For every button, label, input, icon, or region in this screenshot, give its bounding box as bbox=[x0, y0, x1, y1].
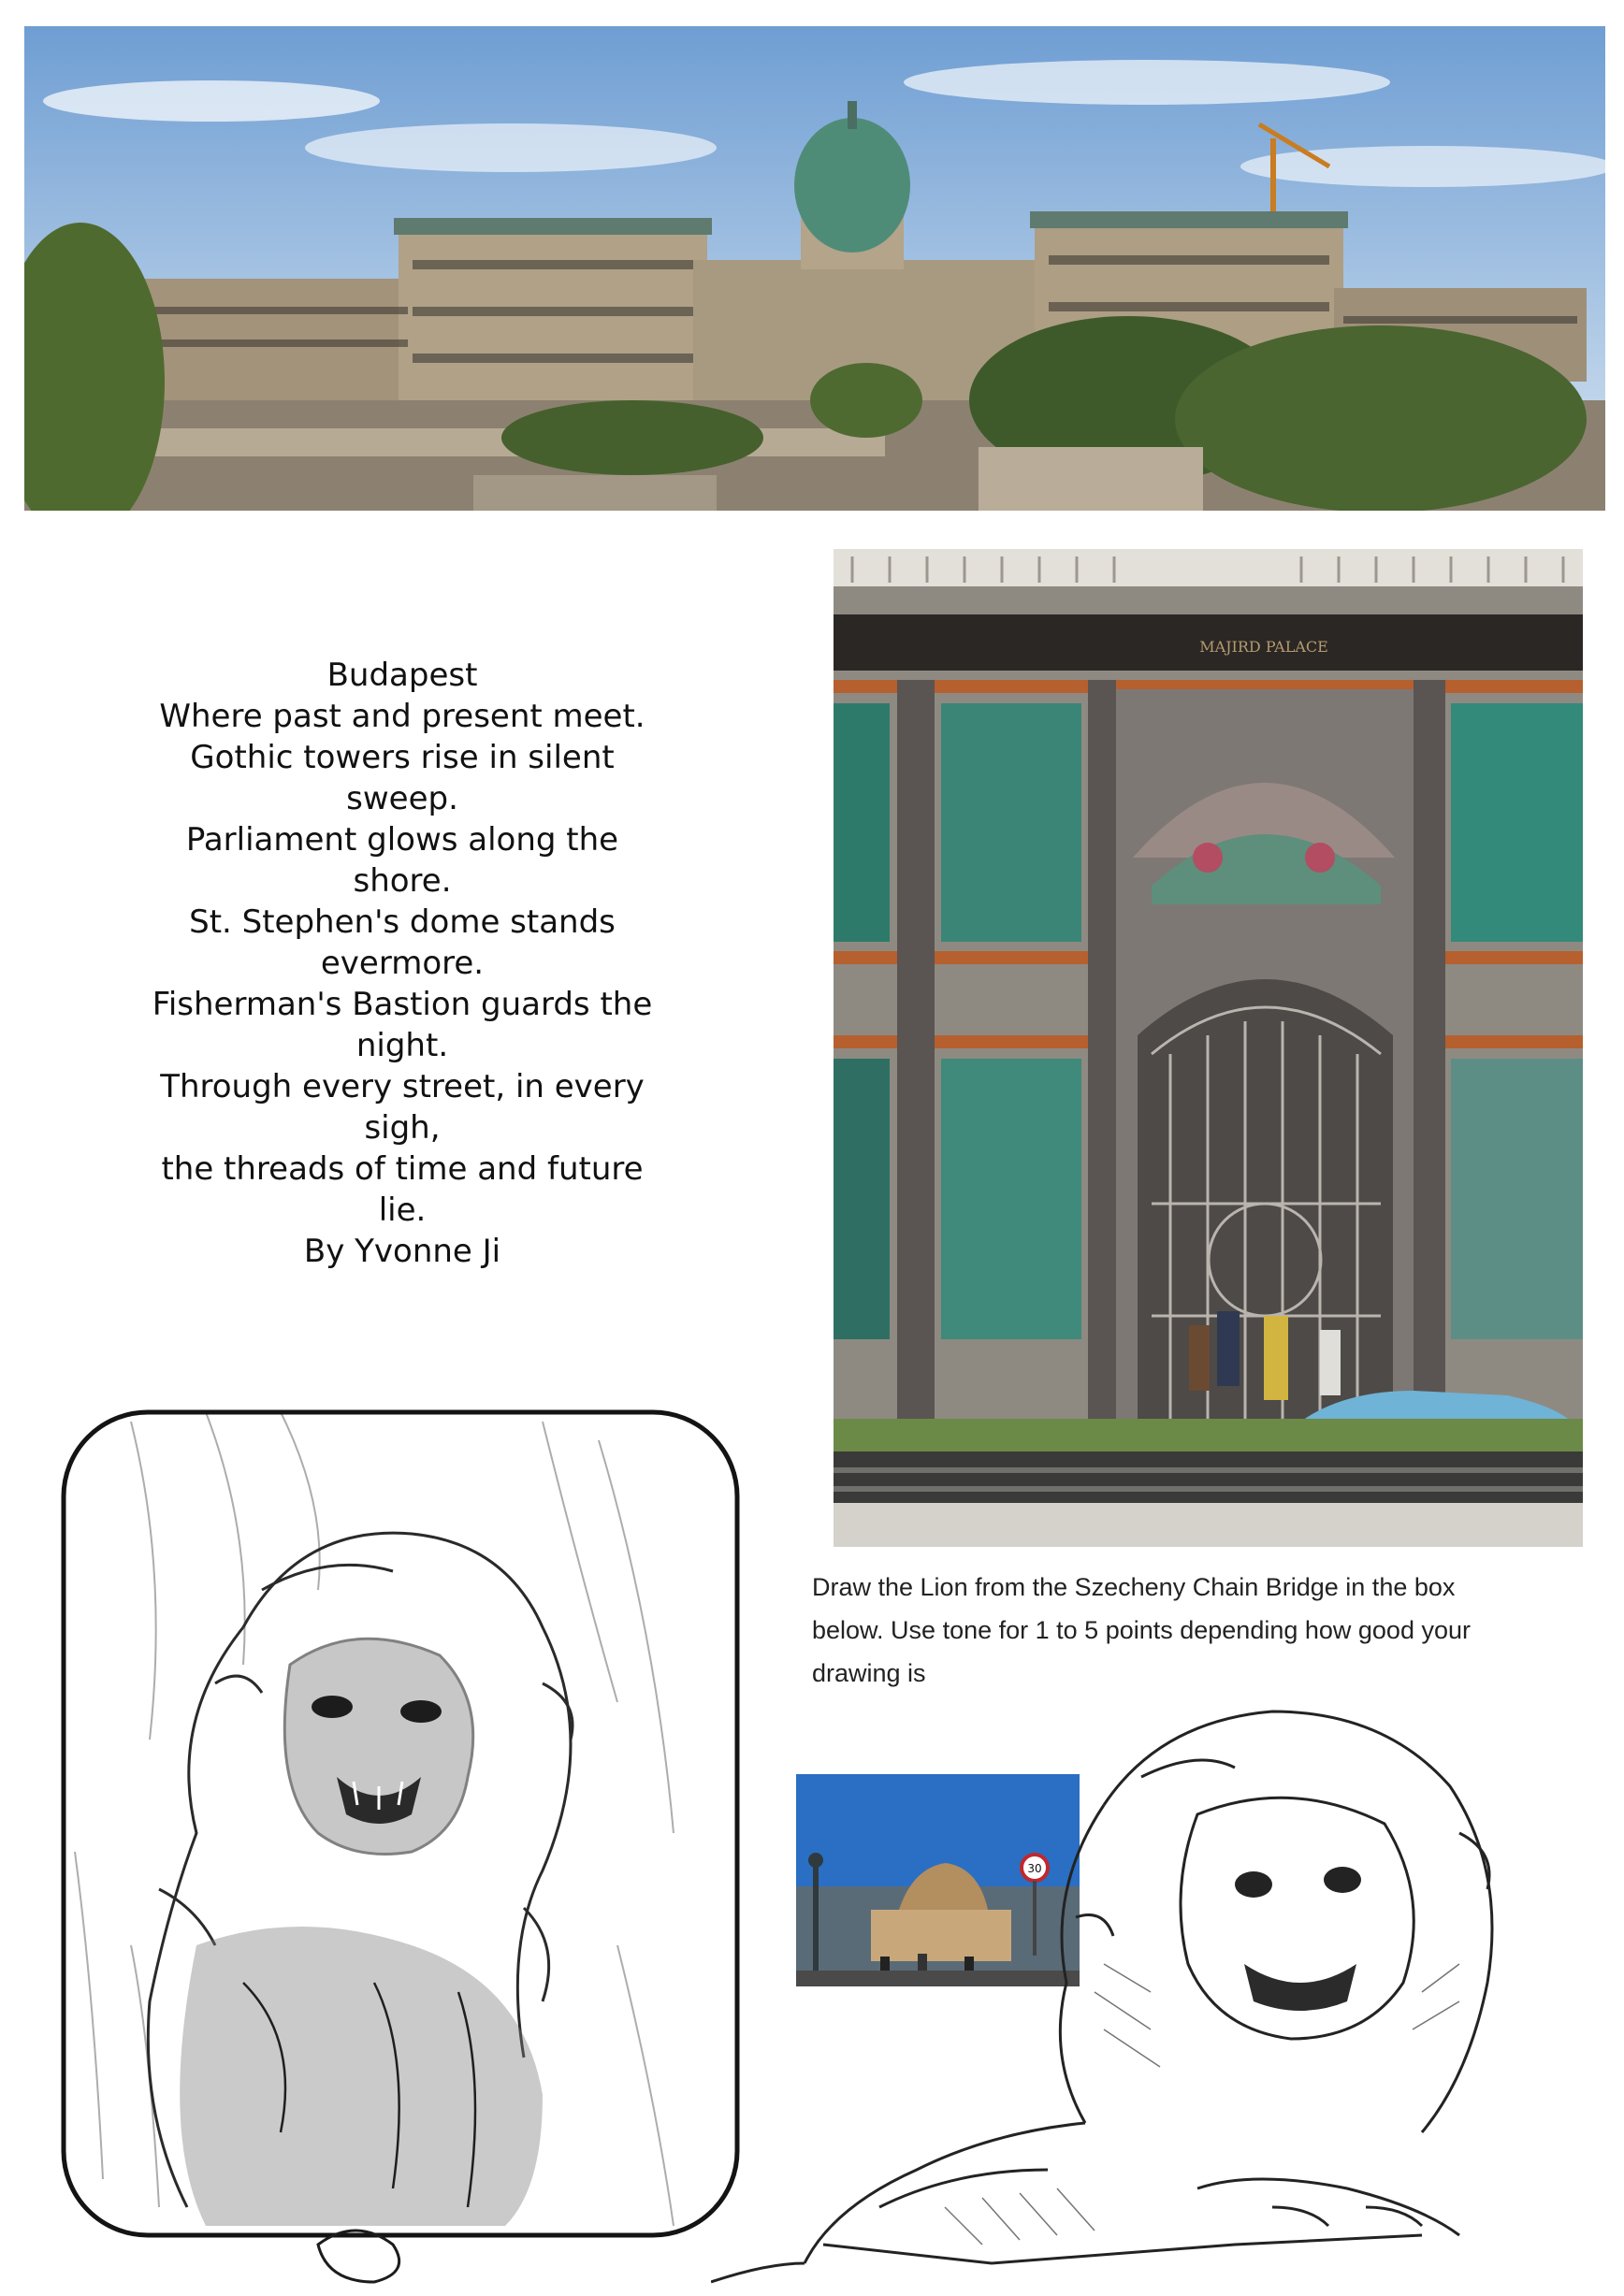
poem-line: Gothic towers rise in silent bbox=[190, 739, 615, 776]
poem-line: the threads of time and future bbox=[161, 1150, 644, 1188]
poem-author: By Yvonne Ji bbox=[303, 1233, 501, 1270]
poem-line: Parliament glows along the bbox=[185, 821, 619, 859]
poem-line: lie. bbox=[378, 1191, 427, 1229]
castle-panorama-photo bbox=[24, 26, 1605, 511]
poem-line: sigh, bbox=[364, 1109, 441, 1147]
poem-line: Fisherman's Bastion guards the bbox=[152, 986, 653, 1023]
reclining-lion-sketch bbox=[711, 1683, 1605, 2291]
poem-line: night. bbox=[355, 1027, 449, 1064]
poem bbox=[112, 655, 692, 1272]
lion-head-sketch bbox=[19, 1384, 748, 2287]
speed-sign-number: 30 bbox=[1027, 1862, 1042, 1875]
poem-line: sweep. bbox=[346, 780, 458, 817]
poem-line: St. Stephen's dome stands bbox=[189, 903, 616, 941]
palace-facade-photo bbox=[834, 549, 1583, 1547]
drawing-instruction: Draw the Lion from the Szecheny Chain Bridge in the box below. Use tone for 1 to 5 points depending how good your drawing is bbox=[812, 1573, 1471, 1687]
poem-title: Budapest bbox=[326, 657, 478, 694]
poem-line: shore. bbox=[353, 862, 452, 900]
poem-line: Where past and present meet. bbox=[159, 698, 645, 735]
poem-line: evermore. bbox=[320, 945, 485, 982]
poem-line: Through every street, in every bbox=[160, 1068, 645, 1105]
facade-sign-text: MAJIRD PALACE bbox=[1199, 638, 1328, 656]
